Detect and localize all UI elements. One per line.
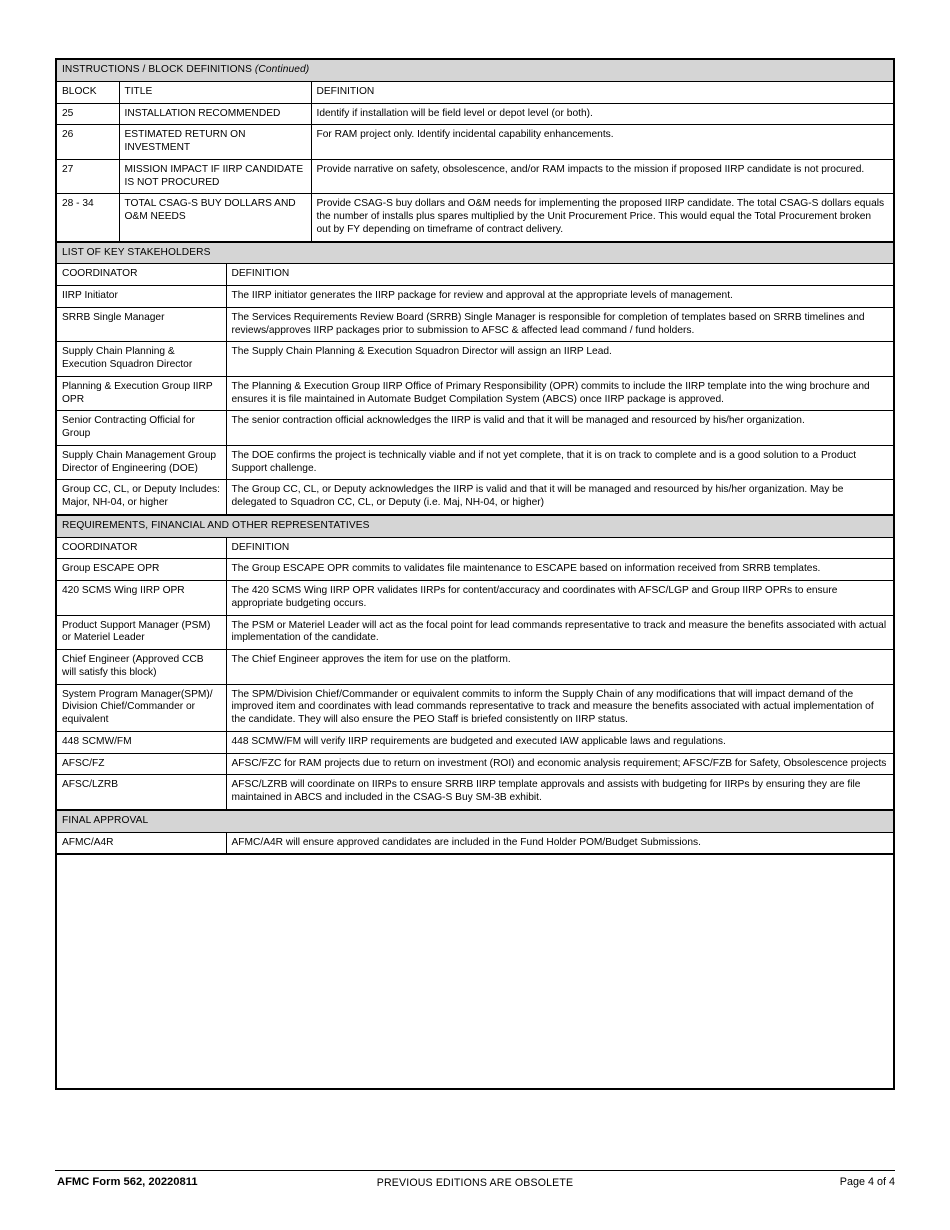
- form-identifier: AFMC Form 562, 20220811: [57, 1176, 198, 1188]
- table-row: [56, 307, 894, 342]
- table-row: [56, 159, 894, 194]
- table-row: [56, 581, 894, 616]
- coordinator-definition: The Supply Chain Planning & Execution Squadron Director will assign an IIRP Lead.: [226, 342, 894, 377]
- block-number: 26: [56, 125, 119, 160]
- representatives-banner-row: [56, 515, 894, 537]
- coordinator-definition: The Group CC, CL, or Deputy acknowledges the IIRP is valid and that it will be managed and resourced by his/her organization. May be delegated to Squadron CC, CL, or Deputy (i.e. Maj, NH-04, or higher): [226, 480, 894, 515]
- instructions-banner-continued: (Continued): [254, 64, 310, 75]
- coordinator-name: AFSC/LZRB: [56, 775, 226, 810]
- coordinator-definition: The DOE confirms the project is technically viable and if not yet complete, that it is on track to complete and is a good solution to a Product Support challenge.: [226, 445, 894, 480]
- header-coordinator: COORDINATOR: [56, 537, 226, 559]
- table-row: [56, 125, 894, 160]
- coordinator-name: 448 SCMW/FM: [56, 731, 226, 753]
- footer-divider: [55, 1170, 895, 1171]
- table-row: [56, 445, 894, 480]
- instructions-banner-text: INSTRUCTIONS / BLOCK DEFINITIONS: [62, 64, 255, 75]
- final-approval-table: [55, 809, 895, 856]
- coordinator-name: IIRP Initiator: [56, 286, 226, 308]
- header-title: TITLE: [119, 81, 311, 103]
- coordinator-name: 420 SCMS Wing IIRP OPR: [56, 581, 226, 616]
- coordinator-name: Product Support Manager (PSM) or Materiel Leader: [56, 615, 226, 650]
- table-row: [56, 194, 894, 242]
- header-coordinator: COORDINATOR: [56, 264, 226, 286]
- block-definition: Provide CSAG-S buy dollars and O&M needs for implementing the proposed IIRP candidate. The total CSAG-S dollars equals the number of installs plus spares multiplied by the Unit Procurement Price. This would equal the Total Procurement broken out by FY depending on timeframe of contract delivery.: [311, 194, 894, 242]
- table-row: [56, 286, 894, 308]
- coordinator-name: Supply Chain Management Group Director of Engineering (DOE): [56, 445, 226, 480]
- table-row: [56, 615, 894, 650]
- coordinator-definition: 448 SCMW/FM will verify IIRP requirements are budgeted and executed IAW applicable laws and regulations.: [226, 731, 894, 753]
- coordinator-definition: The IIRP initiator generates the IIRP package for review and approval at the appropriate levels of management.: [226, 286, 894, 308]
- coordinator-definition: The Planning & Execution Group IIRP Office of Primary Responsibility (OPR) commits to include the IIRP template into the wing brochure and ensures it is file maintained in Automate Budget Compilation System (ABCS) once IIRP package is approved.: [226, 376, 894, 411]
- obsolete-notice: PREVIOUS EDITIONS ARE OBSOLETE: [376, 1177, 574, 1189]
- table-row: [56, 480, 894, 515]
- table-row: [56, 376, 894, 411]
- stakeholders-header-row: [56, 264, 894, 286]
- table-row: [56, 559, 894, 581]
- stakeholders-banner-text: LIST OF KEY STAKEHOLDERS: [56, 242, 894, 264]
- coordinator-definition: The Group ESCAPE OPR commits to validates file maintenance to ESCAPE based on information received from SRRB templates.: [226, 559, 894, 581]
- coordinator-definition: The Chief Engineer approves the item for use on the platform.: [226, 650, 894, 685]
- instructions-table: [55, 58, 895, 243]
- table-row: [56, 684, 894, 731]
- coordinator-name: Group CC, CL, or Deputy Includes: Major, NH-04, or higher: [56, 480, 226, 515]
- coordinator-definition: The PSM or Materiel Leader will act as the focal point for lead commands representative to track and measure the benefits associated with actual implementation of the candidate.: [226, 615, 894, 650]
- page-footer: [55, 1176, 895, 1198]
- page-number: Page 4 of 4: [839, 1176, 895, 1188]
- table-row: [56, 103, 894, 125]
- coordinator-name: Supply Chain Planning & Execution Squadron Director: [56, 342, 226, 377]
- final-approval-banner-row: [56, 810, 894, 832]
- table-row: [56, 731, 894, 753]
- table-row: [56, 411, 894, 446]
- coordinator-name: Planning & Execution Group IIRP OPR: [56, 376, 226, 411]
- table-row: [56, 832, 894, 854]
- stakeholders-table: [55, 241, 895, 516]
- coordinator-definition: AFMC/A4R will ensure approved candidates are included in the Fund Holder POM/Budget Submissions.: [226, 832, 894, 854]
- block-title: ESTIMATED RETURN ON INVESTMENT: [119, 125, 311, 160]
- instructions-header-row: [56, 81, 894, 103]
- table-row: [56, 753, 894, 775]
- table-row: [56, 775, 894, 810]
- block-definition: Provide narrative on safety, obsolescence, and/or RAM impacts to the mission if proposed IIRP candidate is not procured.: [311, 159, 894, 194]
- coordinator-definition: The SPM/Division Chief/Commander or equivalent commits to inform the Supply Chain of any modifications that will impact demand of the improved item and coordinates with lead commands representative to track and measure the benefits associated with actual implementation of the candidate. They will also ensure the PEO Staff is briefed consistently on IIRP status.: [226, 684, 894, 731]
- header-definition: DEFINITION: [226, 537, 894, 559]
- block-number: 28 - 34: [56, 194, 119, 242]
- header-block: BLOCK: [56, 81, 119, 103]
- coordinator-name: AFSC/FZ: [56, 753, 226, 775]
- stakeholders-banner-row: [56, 242, 894, 264]
- representatives-table: [55, 514, 895, 811]
- block-number: 27: [56, 159, 119, 194]
- blank-continuation-area: [55, 853, 895, 1090]
- header-definition: DEFINITION: [226, 264, 894, 286]
- block-title: TOTAL CSAG-S BUY DOLLARS AND O&M NEEDS: [119, 194, 311, 242]
- instructions-banner-cell: [56, 59, 894, 81]
- coordinator-name: AFMC/A4R: [56, 832, 226, 854]
- coordinator-name: SRRB Single Manager: [56, 307, 226, 342]
- final-approval-banner-text: FINAL APPROVAL: [56, 810, 894, 832]
- coordinator-name: System Program Manager(SPM)/ Division Chief/Commander or equivalent: [56, 684, 226, 731]
- representatives-header-row: [56, 537, 894, 559]
- coordinator-name: Group ESCAPE OPR: [56, 559, 226, 581]
- block-title: MISSION IMPACT IF IIRP CANDIDATE IS NOT PROCURED: [119, 159, 311, 194]
- coordinator-definition: AFSC/FZC for RAM projects due to return on investment (ROI) and economic analysis requirement; AFSC/FZB for Safety, Obsolescence projects: [226, 753, 894, 775]
- block-title: INSTALLATION RECOMMENDED: [119, 103, 311, 125]
- block-definition: For RAM project only. Identify incidental capability enhancements.: [311, 125, 894, 160]
- coordinator-definition: The Services Requirements Review Board (SRRB) Single Manager is responsible for completion of templates based on SRRB timelines and reviews/approves IIRP packages prior to submission to AFSC & affected lead command / fund holders.: [226, 307, 894, 342]
- coordinator-definition: The 420 SCMS Wing IIRP OPR validates IIRPs for content/accuracy and coordinates with AFSC/LGP and Group IIRP OPRs to ensure appropriate budgeting occurs.: [226, 581, 894, 616]
- block-definition: Identify if installation will be field level or depot level (or both).: [311, 103, 894, 125]
- table-row: [56, 342, 894, 377]
- table-row: [56, 650, 894, 685]
- coordinator-definition: The senior contraction official acknowledges the IIRP is valid and that it will be managed and resourced by his/her organization.: [226, 411, 894, 446]
- header-definition: DEFINITION: [311, 81, 894, 103]
- block-number: 25: [56, 103, 119, 125]
- instructions-banner-row: [56, 59, 894, 81]
- coordinator-definition: AFSC/LZRB will coordinate on IIRPs to ensure SRRB IIRP template approvals and assists with budgeting for IIRPs by ensuring they are file maintained in ABCS and included in the CSAG-S Buy SM-3B exhibit.: [226, 775, 894, 810]
- coordinator-name: Senior Contracting Official for Group: [56, 411, 226, 446]
- coordinator-name: Chief Engineer (Approved CCB will satisfy this block): [56, 650, 226, 685]
- representatives-banner-text: REQUIREMENTS, FINANCIAL AND OTHER REPRESENTATIVES: [56, 515, 894, 537]
